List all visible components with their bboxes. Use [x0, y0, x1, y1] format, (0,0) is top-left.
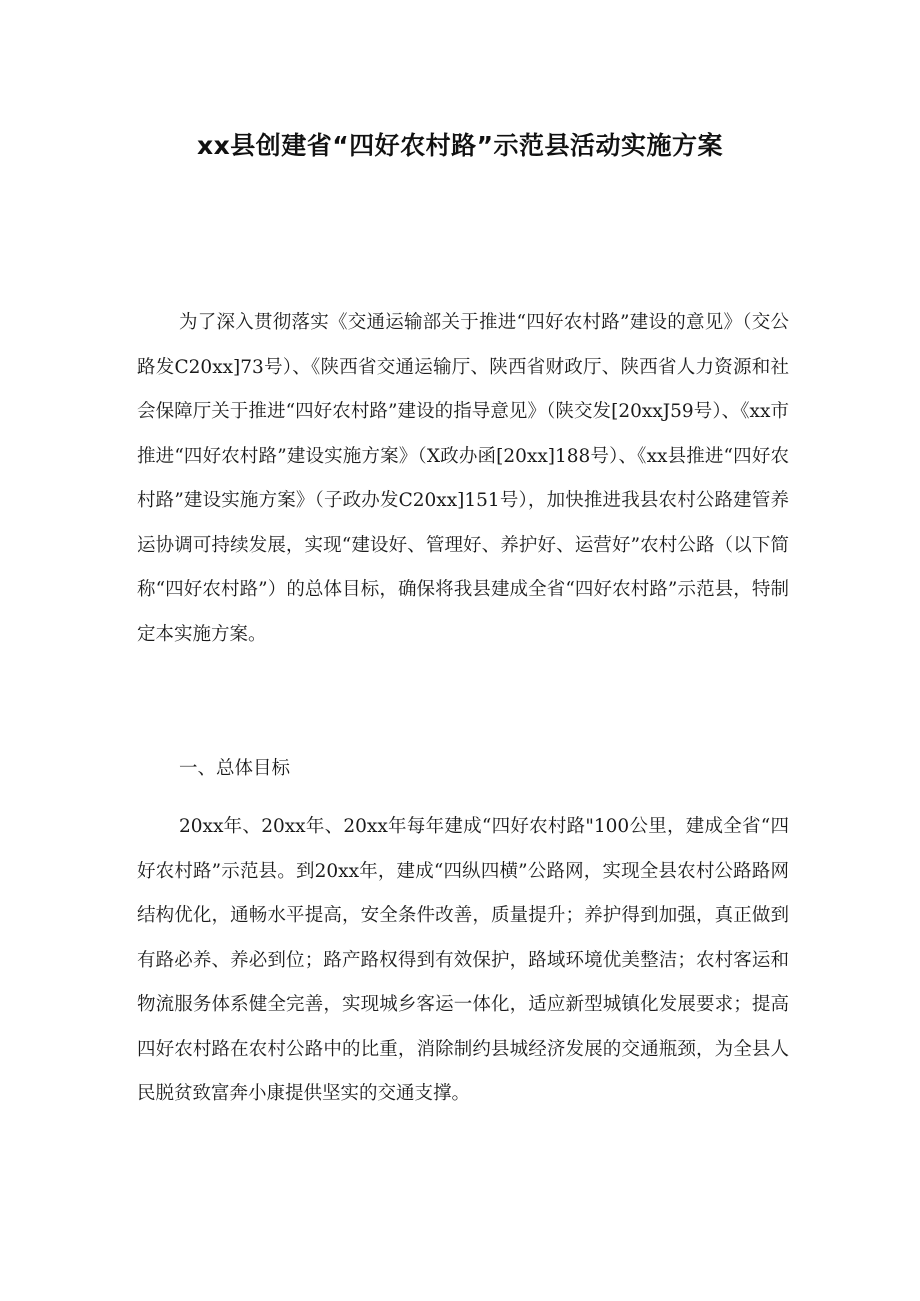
intro-paragraph: 为了深入贯彻落实《交通运输部关于推进“四好农村路”建设的意见》（交公路发C20xx]73号）、《陕西省交通运输厅、陕西省财政厅、陕西省人力资源和社会保障厅关于推进“四好农村路”建设的指导意见》（陕交发[20xxJ59号）、《xx市推进“四好农村路”建设实施方案》（X政办函[20xx]188号）、《xx县推进“四好农村路”建设实施方案》（子政办发C20xx]151号），加快推进我县农村公路建管养运协调可持续发展，实现“建设好、管理好、养护好、运营好”农村公路（以下简称“四好农村路”）的总体目标，确保将我县建成全省“四好农村路”示范县，特制定本实施方案。	[137, 312, 789, 645]
section-heading-overall-goal: 一、总体目标	[179, 758, 291, 779]
overall-goal-paragraph: 20xx年、20xx年、20xx年每年建成“四好农村路"100公里，建成全省“四好农村路”示范县。到20xx年，建成“四纵四横”公路网，实现全县农村公路路网结构优化，通畅水平提高，安全条件改善，质量提升；养护得到加强，真正做到有路必养、养必到位；路产路权得到有效保护，路域环境优美整洁；农村客运和物流服务体系健全完善，实现城乡客运一体化，适应新型城镇化发展要求；提高四好农村路在农村公路中的比重，消除制约县城经济发展的交通瓶颈，为全县人民脱贫致富奔小康提供坚实的交通支撑。	[137, 816, 789, 1104]
document-title: xx县创建省“四好农村路”示范县活动实施方案	[196, 131, 724, 160]
